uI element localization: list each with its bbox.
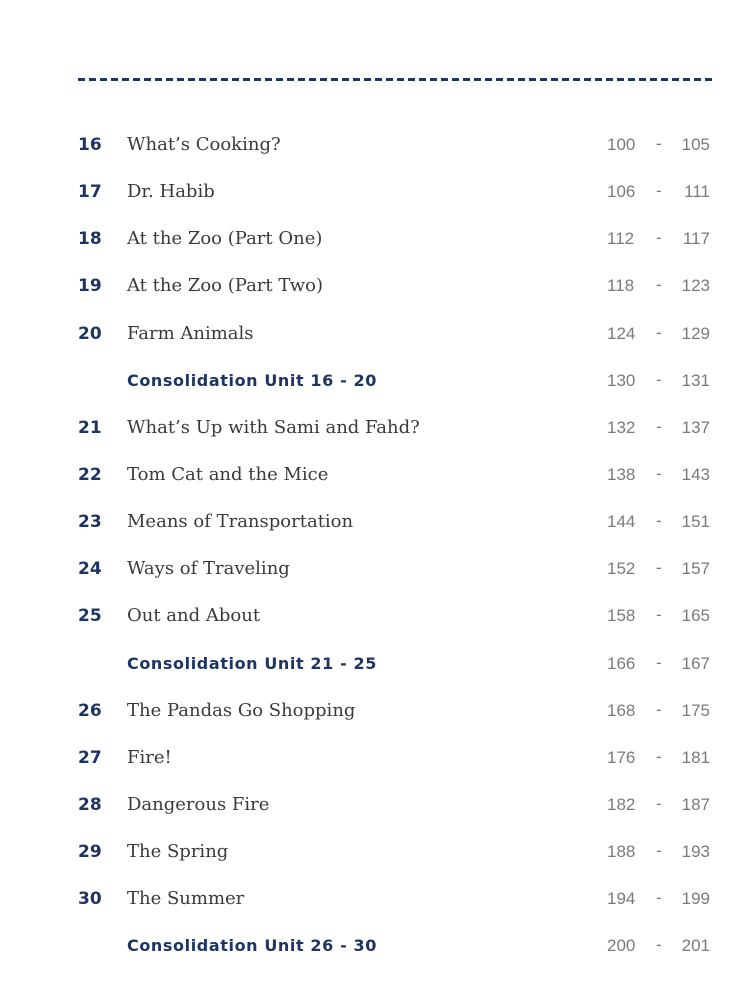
toc-entry[interactable]	[0, 830, 750, 877]
unit-title: What’s Up with Sami and Fahd?	[127, 416, 420, 438]
page-end: 105	[681, 135, 710, 154]
unit-title: Tom Cat and the Mice	[127, 463, 329, 485]
unit-number: 24	[78, 559, 102, 580]
unit-number: 27	[78, 747, 102, 768]
toc-entry[interactable]	[0, 877, 750, 924]
unit-number: 29	[78, 842, 102, 863]
toc-entry[interactable]	[0, 547, 750, 594]
unit-number: 23	[78, 512, 102, 533]
toc-entry[interactable]	[0, 453, 750, 500]
unit-title: Ways of Traveling	[127, 558, 290, 580]
page-end: 157	[681, 559, 710, 579]
page-end: 187	[681, 794, 710, 814]
page-end: 175	[681, 700, 710, 720]
toc-entry-consolidation[interactable]	[0, 924, 750, 971]
unit-title: What’s Cooking?	[127, 134, 281, 155]
page-range-separator: -	[656, 935, 662, 955]
unit-number: 21	[78, 417, 102, 438]
page-range-separator: -	[656, 558, 662, 578]
unit-title: At the Zoo (Part One)	[127, 228, 323, 250]
page-range-separator: -	[656, 746, 662, 766]
toc-entry[interactable]	[0, 217, 750, 264]
page-start: 188	[607, 842, 636, 862]
page-end: 151	[681, 512, 710, 532]
unit-number: 22	[78, 464, 102, 485]
page-start: 200	[607, 936, 636, 956]
page-range-separator: -	[656, 228, 662, 248]
toc-entry[interactable]	[0, 312, 750, 359]
page-start: 130	[607, 370, 636, 390]
page-range-separator: -	[656, 322, 662, 342]
page-range-separator: -	[656, 841, 662, 861]
page-end: 201	[681, 936, 710, 956]
page-range-separator: -	[656, 463, 662, 483]
page-start: 106	[607, 182, 636, 202]
page-start: 152	[607, 559, 636, 579]
unit-title: Means of Transportation	[127, 511, 354, 533]
page-start: 144	[607, 512, 636, 532]
page-end: 129	[681, 323, 710, 343]
unit-title: Farm Animals	[127, 322, 254, 344]
unit-title: The Pandas Go Shopping	[127, 699, 356, 721]
page-start: 182	[607, 794, 636, 814]
consolidation-title: Consolidation Unit 16 - 20	[127, 370, 377, 390]
toc-entry[interactable]	[0, 736, 750, 783]
toc-entry[interactable]	[0, 264, 750, 311]
toc-entry[interactable]	[0, 123, 750, 170]
page-range-separator: -	[656, 181, 662, 201]
page-range-separator: -	[656, 793, 662, 813]
page-range-separator: -	[656, 134, 662, 153]
unit-title: At the Zoo (Part Two)	[127, 275, 323, 297]
page-range-separator: -	[656, 511, 662, 531]
page-end: 167	[681, 653, 710, 673]
toc-entry[interactable]	[0, 689, 750, 736]
page-start: 166	[607, 653, 636, 673]
unit-number: 19	[78, 276, 102, 297]
toc-entry[interactable]	[0, 500, 750, 547]
page-end: 137	[681, 417, 710, 437]
unit-number: 30	[78, 889, 102, 910]
dashed-divider	[78, 78, 712, 81]
table-of-contents	[0, 123, 750, 972]
page-end: 123	[681, 276, 710, 296]
toc-entry[interactable]	[0, 594, 750, 641]
toc-entry[interactable]	[0, 170, 750, 217]
page-start: 112	[607, 229, 635, 249]
toc-entry-consolidation[interactable]	[0, 642, 750, 689]
unit-number: 17	[78, 182, 102, 203]
toc-entry[interactable]	[0, 406, 750, 453]
page-range-separator: -	[656, 605, 662, 625]
page-end: 143	[681, 464, 710, 484]
unit-number: 16	[78, 135, 102, 155]
consolidation-title: Consolidation Unit 26 - 30	[127, 936, 377, 956]
page-start: 176	[607, 747, 636, 767]
unit-number: 20	[78, 323, 102, 344]
unit-title: Out and About	[127, 605, 261, 627]
unit-title: Fire!	[127, 746, 172, 768]
page-end: 117	[682, 229, 710, 249]
toc-entry-consolidation[interactable]	[0, 359, 750, 406]
page-range-separator: -	[656, 275, 662, 295]
page-end: 111	[684, 182, 710, 202]
page-start: 194	[607, 889, 636, 909]
page-start: 100	[607, 135, 636, 154]
page-end: 131	[681, 370, 710, 390]
page-range-separator: -	[656, 416, 662, 436]
unit-number: 18	[78, 229, 102, 250]
page-range-separator: -	[656, 699, 662, 719]
unit-title: Dr. Habib	[127, 181, 215, 203]
page-start: 168	[607, 700, 636, 720]
unit-number: 28	[78, 794, 102, 815]
page-range-separator: -	[656, 652, 662, 672]
page-end: 193	[681, 842, 710, 862]
page-start: 118	[607, 276, 635, 296]
page-end: 181	[681, 747, 710, 767]
unit-title: The Spring	[127, 841, 229, 863]
page-range-separator: -	[656, 369, 662, 389]
consolidation-title: Consolidation Unit 21 - 25	[127, 653, 377, 673]
unit-number: 26	[78, 700, 102, 721]
page-start: 158	[607, 606, 636, 626]
unit-title: Dangerous Fire	[127, 793, 270, 815]
page-end: 165	[681, 606, 710, 626]
unit-number: 25	[78, 606, 102, 627]
page-end: 199	[681, 889, 710, 909]
page-start: 124	[607, 323, 636, 343]
page-range-separator: -	[656, 888, 662, 908]
unit-title: The Summer	[127, 888, 245, 910]
toc-entry[interactable]	[0, 783, 750, 830]
page-start: 132	[607, 417, 636, 437]
page-start: 138	[607, 464, 636, 484]
